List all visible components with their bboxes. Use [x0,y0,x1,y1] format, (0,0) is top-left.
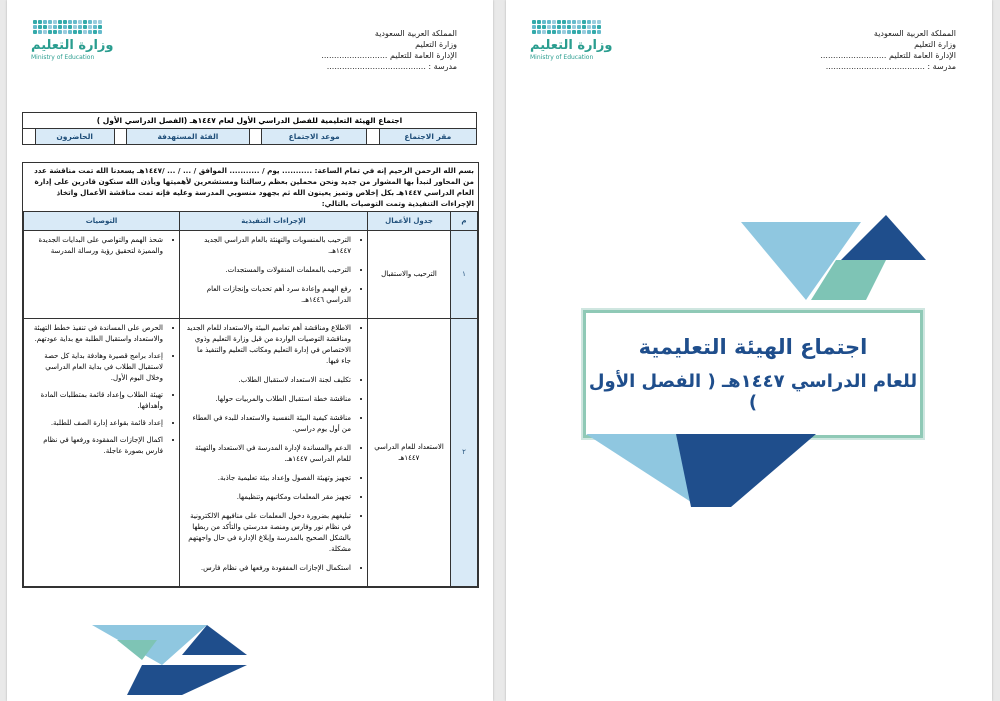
row-procedures [180,231,368,319]
list-item: • إعداد قائمة بقواعد إدارة الصف للطلبة. [30,418,163,429]
table-row [24,319,478,587]
list-item: • تجهيز مقر المعلمات ومكاتبهم وتنظيمها. [186,492,351,503]
cover-top-decoration [736,210,936,310]
row-agenda: الاستعداد للعام الدراسي ١٤٤٧هـ [368,319,451,587]
cover-subtitle: للعام الدراسي ١٤٤٧هـ ( الفصل الأول ) [588,371,918,413]
header-administration: الإدارة العامة للتعليم .......................... [321,51,457,60]
list-item: • إعداد برامج قصيرة وهادفة بداية كل حصة لاستقبال الطلاب في بداية العام الدراسي وخلال اليوم الأول. [30,351,163,384]
row-number: ٢ [451,319,478,587]
list-item: • الحرص على المساندة في تنفيذ خطط التهيئة والاستعداد واستقبال الطلبة مع بداية عودتهم. [30,323,163,345]
list-item: • شحذ الهمم والتواصي على البدايات الجديدة والمميزة لتحقيق رؤية ورسالة المدرسة [30,235,163,257]
list-item: • تهيئة الطلاب وإعداد قائمة بمتطلبات المادة وأهدافها. [30,390,163,412]
field-value-time[interactable] [249,129,262,145]
document-header [321,28,457,72]
field-label-venue: مقر الاجتماع [379,129,476,145]
agenda-header-row [24,212,478,231]
ministry-logo [31,20,121,75]
cover-banner [583,310,923,438]
meeting-title: اجتماع الهيئة التعليمية للفصل الدراسي الأول لعام ١٤٤٧هـ (الفصل الدراسي الأول ) [23,113,477,129]
list-item: • الترحيب بالمعلمات المنقولات والمستجدات. [186,265,351,276]
field-label-attendees: الحاضرون [35,129,114,145]
col-header-number: م [451,212,478,231]
document-page-cover [506,0,992,701]
header-country: المملكة العربية السعودية [374,29,457,38]
row-recommendations [24,319,180,587]
header-ministry: وزارة التعليم [415,40,457,49]
col-header-agenda: جدول الأعمال [368,212,451,231]
deco-shape [127,665,247,695]
field-value-venue[interactable] [367,129,380,145]
field-value-attendees[interactable] [23,129,36,145]
list-item: • الترحيب بالمنسوبات والتهنئة بالعام الدراسي الجديد ١٤٤٧هـ. [186,235,351,257]
agenda-table [23,211,478,587]
list-item: • استكمال الإجازات المفقودة ورفعها في نظام فارس. [186,563,351,574]
row-recommendations [24,231,180,319]
logo-arabic-text: وزارة التعليم [31,38,114,53]
document-header [820,28,956,72]
logo-dots-icon [532,20,620,34]
list-item: • الدعم والمساندة لإدارة المدرسة في الاستعداد والتهيئة للعام الدراسي ١٤٤٧هـ. [186,443,351,465]
row-procedures [180,319,368,587]
field-label-time: موعد الاجتماع [262,129,367,145]
document-page-1 [7,0,493,701]
header-ministry: وزارة التعليم [914,40,956,49]
header-country: المملكة العربية السعودية [873,29,956,38]
list-item: • مناقشة كيفية البيئة النفسية والاستعداد للبدء في العطاء من أول يوم دراسي. [186,413,351,435]
logo-english-text: Ministry of Education [31,54,95,61]
col-header-recommendations: التوصيات [24,212,180,231]
table-row [24,231,478,319]
list-item: • تجهيز وتهيئة الفصول وإعداد بيئة تعليمية جاذبة. [186,473,351,484]
deco-shape [586,434,691,502]
meeting-intro: بسم الله الرحمن الرحيم إنه في تمام الساعة: ........... يوم / ........... الموافق / ... / ... /١٤٤٧هـ يسعدنا الله تمت مناقشة عدد من المحاور لنبدأ بها المشوار من جديد ونحن محملين بعظم رسالتنا ومستشعرين لأهميتها ويأذن الله سنكون قادرين على إدارة العام الدراسي ١٤٤٧هـ بكل إخلاص وتميز يعينون الله ثم بجهود منسوبي المدرسة وعليه فإنه تمت مناقشة الأعمال واتخاذ الإجراءات التنفيذية وتمت التوصيات بالتالي: [34,166,474,208]
list-item: • رفع الهمم وإعادة سرد أهم تحديات وإنجازات العام الدراسي ١٤٤٦هـ. [186,284,351,306]
field-value-target[interactable] [114,129,127,145]
field-label-target: الفئة المستهدفة [127,129,250,145]
logo-dots-icon [33,20,121,34]
col-header-procedures: الإجراءات التنفيذية [180,212,368,231]
list-item: • مناقشة خطة استقبال الطلاب والمربيات حولها. [186,394,351,405]
logo-arabic-text: وزارة التعليم [530,38,613,53]
cover-bottom-decoration [581,432,821,522]
meeting-info-table [22,112,477,145]
meeting-body [22,162,479,588]
row-agenda: الترحيب والاستقبال [368,231,451,319]
list-item: • اكمال الإجازات المفقودة ورفعها في نظام فارس بصورة عاجلة. [30,435,163,457]
header-school: مدرسة : ....................................... [825,62,956,71]
list-item: • الاطلاع ومناقشة أهم تعاميم البيئة والاستعداد للعام الجديد ومناقشة التوصيات الواردة من قبل وزارة التعليم وذوي الاختصاص في إدارة التعليم ومكاتب التعليم والتنفيذ ما جاء فيها. [186,323,351,367]
header-school: مدرسة : ....................................... [326,62,457,71]
logo-english-text: Ministry of Education [530,54,594,61]
ministry-logo [530,20,620,75]
list-item: • تكليف لجنة الاستعداد لاستقبال الطلاب. [186,375,351,386]
row-number: ١ [451,231,478,319]
list-item: • تبليغهم بضرورة دخول المعلمات على منافيهم الالكترونية في نظام نور وفارس ومنصة مدرستي والتأكد من ربطها بالشكل الصحيح بالمدرسة وإبلاغ الإدارة في حال واجهتهم مشكلة. [186,511,351,555]
cover-title: اجتماع الهيئة التعليمية [638,335,868,359]
footer-decoration-graphic [87,620,257,695]
deco-shape [676,434,816,507]
deco-shape [841,215,926,260]
header-administration: الإدارة العامة للتعليم .......................... [820,51,956,60]
